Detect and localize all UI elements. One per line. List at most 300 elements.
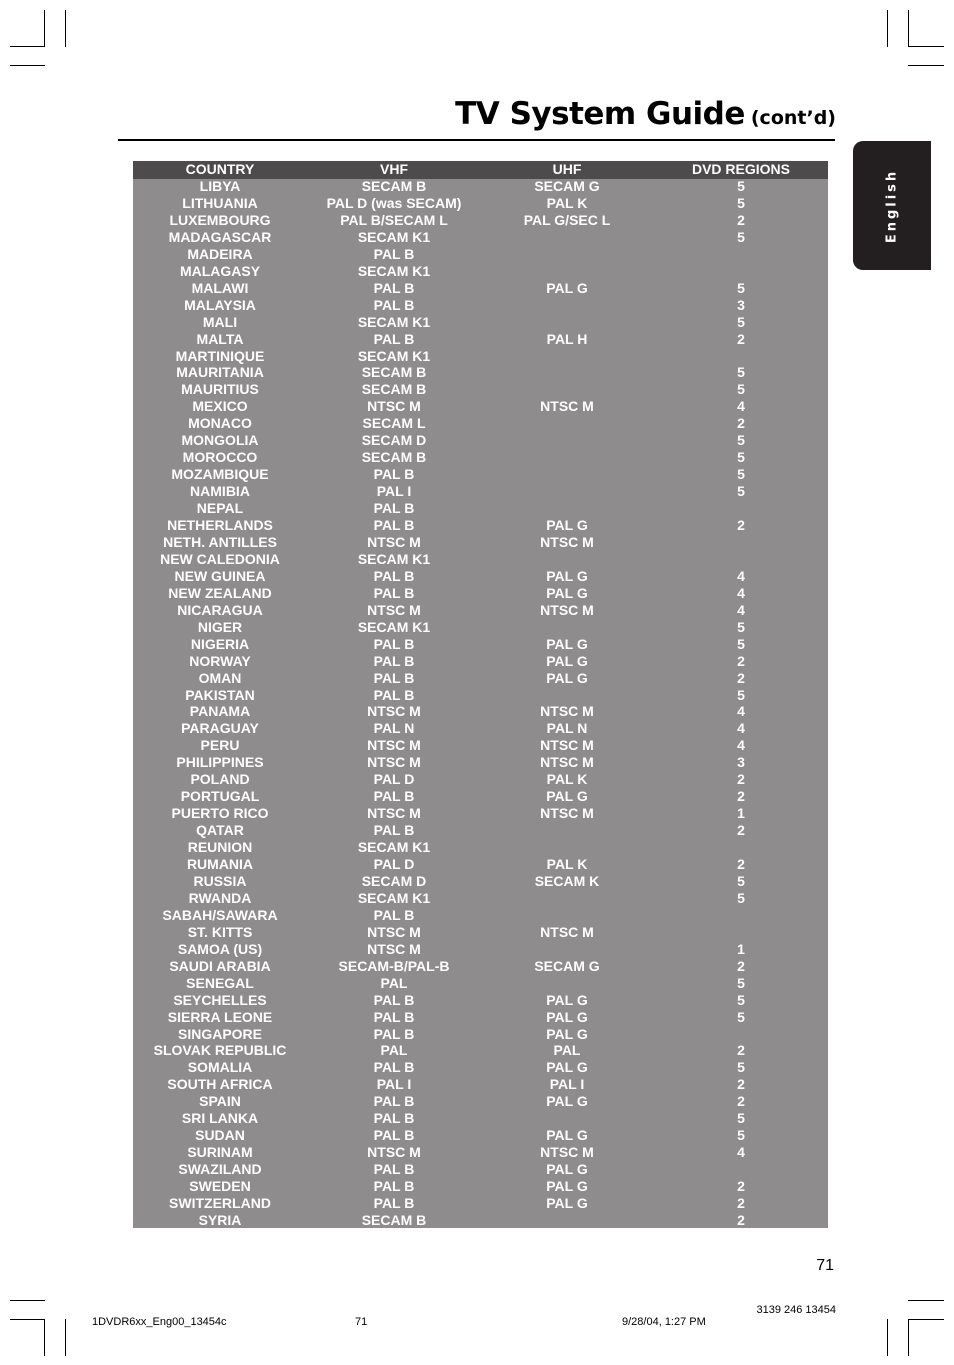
- crop-mark: [65, 10, 66, 47]
- cell-uhf: NTSC M: [540, 923, 594, 940]
- cell-vhf: SECAM B: [361, 1211, 427, 1228]
- cell-country: NETH. ANTILLES: [163, 533, 277, 550]
- cell-country: MONGOLIA: [181, 432, 259, 449]
- cell-country: SPAIN: [199, 1093, 241, 1110]
- header-vhf: VHF: [380, 161, 408, 177]
- crop-mark: [44, 10, 45, 47]
- cell-dvd-region: 5: [737, 889, 745, 906]
- crop-mark: [908, 46, 944, 47]
- table-row: [133, 856, 828, 873]
- cell-dvd-region: 2: [737, 1042, 745, 1059]
- cell-dvd-region: 4: [737, 1144, 745, 1161]
- header-dvd-regions: DVD REGIONS: [691, 161, 790, 177]
- table-row: [133, 636, 828, 653]
- cell-vhf: PAL B: [373, 1178, 415, 1195]
- cell-country: MONACO: [188, 415, 252, 432]
- cell-dvd-region: 1: [737, 805, 745, 822]
- table-row: [133, 331, 828, 348]
- table-row: [133, 670, 828, 687]
- cell-dvd-region: 5: [737, 313, 745, 330]
- cell-vhf: PAL B: [373, 1093, 415, 1110]
- cell-country: MALAGASY: [179, 262, 261, 279]
- cell-country: OMAN: [198, 669, 242, 686]
- cell-country: SWAZILAND: [178, 1161, 262, 1178]
- crop-mark: [908, 10, 909, 47]
- table-row: [133, 924, 828, 941]
- cell-dvd-region: 5: [737, 449, 745, 466]
- table-row: [133, 1076, 828, 1093]
- cell-dvd-region: 5: [737, 991, 745, 1008]
- page-number: 71: [816, 1257, 834, 1274]
- table-row: [133, 229, 828, 246]
- cell-dvd-region: 5: [737, 279, 745, 296]
- cell-country: PANAMA: [189, 703, 251, 720]
- table-row: [133, 348, 828, 365]
- language-tab: [853, 141, 931, 270]
- cell-uhf: PAL G: [546, 1093, 588, 1110]
- cell-vhf: PAL B: [373, 1008, 415, 1025]
- cell-uhf: PAL K: [546, 771, 588, 788]
- cell-uhf: PAL G: [546, 635, 588, 652]
- cell-dvd-region: 3: [737, 296, 745, 313]
- cell-vhf: PAL B: [373, 822, 415, 839]
- table-row: [133, 534, 828, 551]
- crop-mark: [908, 65, 944, 66]
- cell-country: MAURITIUS: [181, 381, 259, 398]
- cell-uhf: PAL G: [546, 584, 588, 601]
- cell-country: MALI: [202, 313, 238, 330]
- cell-country: QATAR: [196, 822, 244, 839]
- cell-vhf: PAL B: [373, 991, 415, 1008]
- table-row: [133, 297, 828, 314]
- cell-vhf: PAL B: [373, 330, 415, 347]
- cell-vhf: SECAM K1: [357, 313, 431, 330]
- cell-vhf: SECAM K1: [357, 347, 431, 364]
- cell-vhf: PAL D (was SECAM): [326, 194, 462, 211]
- table-row: [133, 483, 828, 500]
- cell-country: MADAGASCAR: [168, 228, 272, 245]
- cell-country: SIERRA LEONE: [167, 1008, 273, 1025]
- cell-vhf: PAL B: [373, 584, 415, 601]
- cell-dvd-region: 2: [737, 788, 745, 805]
- cell-dvd-region: 2: [737, 415, 745, 432]
- cell-dvd-region: 5: [737, 618, 745, 635]
- cell-vhf: PAL N: [373, 720, 415, 737]
- cell-vhf: NTSC M: [367, 703, 421, 720]
- table-row: [133, 1059, 828, 1076]
- cell-dvd-region: 5: [737, 872, 745, 889]
- cell-vhf: PAL B: [373, 1161, 415, 1178]
- cell-dvd-region: 2: [737, 1178, 745, 1195]
- table-row: [133, 754, 828, 771]
- cell-vhf: NTSC M: [367, 737, 421, 754]
- cell-country: SABAH/SAWARA: [162, 906, 278, 923]
- cell-dvd-region: 5: [737, 1008, 745, 1025]
- cell-vhf: PAL B: [373, 1127, 415, 1144]
- table-header: [133, 161, 828, 179]
- cell-uhf: PAL G/SEC L: [523, 211, 611, 228]
- cell-country: SINGAPORE: [177, 1025, 262, 1042]
- table-row: [133, 687, 828, 704]
- cell-uhf: PAL G: [546, 991, 588, 1008]
- cell-country: NIGERIA: [190, 635, 250, 652]
- cell-dvd-region: 5: [737, 1110, 745, 1127]
- cell-country: RUMANIA: [186, 856, 254, 872]
- cell-vhf: PAL D: [373, 771, 415, 788]
- cell-vhf: PAL B/SECAM L: [340, 211, 448, 228]
- cell-uhf: PAL G: [546, 1195, 588, 1211]
- page-title-main: TV System Guide: [455, 96, 745, 132]
- table-row: [133, 364, 828, 381]
- cell-uhf: SECAM G: [534, 178, 600, 194]
- cell-vhf: PAL B: [373, 1110, 415, 1127]
- cell-dvd-region: 2: [737, 1093, 745, 1110]
- table-row: [133, 381, 828, 398]
- cell-vhf: PAL B: [373, 669, 415, 686]
- cell-dvd-region: 2: [737, 669, 745, 686]
- crop-mark: [44, 1319, 45, 1356]
- cell-uhf: PAL K: [546, 856, 588, 872]
- cell-vhf: PAL D: [373, 856, 415, 872]
- table-row: [133, 551, 828, 568]
- cell-country: RWANDA: [188, 889, 252, 906]
- cell-dvd-region: 2: [737, 1195, 745, 1211]
- table-row: [133, 703, 828, 720]
- table-row: [133, 246, 828, 263]
- cell-country: MALTA: [196, 330, 244, 347]
- cell-vhf: PAL B: [373, 245, 415, 262]
- cell-country: PERU: [200, 737, 240, 754]
- cell-uhf: NTSC M: [540, 1144, 594, 1161]
- cell-dvd-region: 2: [737, 1211, 745, 1228]
- cell-dvd-region: 4: [737, 737, 745, 754]
- cell-country: SUDAN: [195, 1127, 245, 1144]
- cell-dvd-region: 2: [737, 330, 745, 347]
- table-row: [133, 653, 828, 670]
- cell-vhf: PAL B: [373, 788, 415, 805]
- table-row: [133, 585, 828, 602]
- cell-vhf: NTSC M: [367, 754, 421, 771]
- cell-uhf: PAL G: [546, 1161, 588, 1178]
- cell-dvd-region: 5: [737, 635, 745, 652]
- cell-dvd-region: 2: [737, 822, 745, 839]
- table-row: [133, 958, 828, 975]
- table-row: [133, 568, 828, 585]
- title-rule: [118, 139, 835, 141]
- cell-vhf: SECAM K1: [357, 550, 431, 567]
- cell-country: RUSSIA: [193, 872, 247, 889]
- cell-country: NIGER: [197, 618, 243, 635]
- cell-vhf: NTSC M: [367, 398, 421, 415]
- crop-mark: [908, 1300, 944, 1301]
- cell-dvd-region: 3: [737, 754, 745, 771]
- language-tab-label: English: [884, 168, 900, 243]
- cell-dvd-region: 2: [737, 517, 745, 533]
- cell-dvd-region: 2: [737, 1076, 745, 1093]
- cell-country: NEW CALEDONIA: [160, 550, 280, 567]
- table-row: [133, 314, 828, 331]
- cell-vhf: SECAM B: [361, 449, 427, 466]
- cell-uhf: NTSC M: [540, 601, 594, 618]
- header-uhf: UHF: [552, 161, 582, 177]
- cell-country: SLOVAK REPUBLIC: [153, 1042, 287, 1059]
- cell-country: SWITZERLAND: [169, 1195, 271, 1211]
- cell-dvd-region: 4: [737, 703, 745, 720]
- cell-vhf: NTSC M: [367, 805, 421, 822]
- cell-country: SOUTH AFRICA: [167, 1076, 273, 1093]
- cell-dvd-region: 2: [737, 652, 745, 669]
- cell-vhf: PAL I: [376, 1076, 412, 1093]
- cell-uhf: NTSC M: [540, 805, 594, 822]
- crop-mark: [908, 1319, 944, 1320]
- cell-country: PAKISTAN: [185, 686, 255, 703]
- table-row: [133, 1144, 828, 1161]
- cell-uhf: PAL G: [546, 1008, 588, 1025]
- cell-country: NAMIBIA: [190, 483, 250, 500]
- footer-file-name: 1DVDR6xx_Eng00_13454c: [92, 1316, 227, 1328]
- cell-uhf: PAL G: [546, 567, 588, 584]
- cell-vhf: NTSC M: [367, 601, 421, 618]
- cell-vhf: PAL B: [373, 652, 415, 669]
- table-row: [133, 975, 828, 992]
- cell-vhf: NTSC M: [367, 1144, 421, 1161]
- cell-uhf: PAL H: [546, 330, 588, 347]
- cell-vhf: PAL: [380, 974, 408, 991]
- cell-country: SRI LANKA: [181, 1110, 259, 1127]
- table-row: [133, 873, 828, 890]
- table-row: [133, 449, 828, 466]
- cell-uhf: PAL G: [546, 1025, 588, 1042]
- footer-doc-code: 3139 246 13454: [756, 1304, 836, 1316]
- cell-country: NETHERLANDS: [167, 517, 273, 533]
- table-row: [133, 941, 828, 958]
- cell-dvd-region: 4: [737, 601, 745, 618]
- table-row: [133, 263, 828, 280]
- cell-country: LUXEMBOURG: [169, 211, 271, 228]
- table-row: [133, 398, 828, 415]
- page-title: [455, 96, 836, 132]
- table-row: [133, 602, 828, 619]
- page-title-suffix: (cont’d): [750, 107, 836, 129]
- cell-vhf: PAL B: [373, 466, 415, 483]
- cell-vhf: PAL B: [373, 1059, 415, 1076]
- cell-vhf: SECAM B: [361, 381, 427, 398]
- cell-country: NEW ZEALAND: [168, 584, 272, 601]
- cell-country: MALAYSIA: [184, 296, 256, 313]
- cell-dvd-region: 4: [737, 720, 745, 737]
- cell-dvd-region: 5: [737, 432, 745, 449]
- table-row: [133, 1110, 828, 1127]
- table-row: [133, 1127, 828, 1144]
- cell-country: SEYCHELLES: [173, 991, 267, 1008]
- cell-country: SYRIA: [198, 1211, 242, 1228]
- cell-dvd-region: 5: [737, 974, 745, 991]
- cell-country: PARAGUAY: [181, 720, 259, 737]
- crop-mark: [10, 46, 45, 47]
- cell-uhf: PAL G: [546, 669, 588, 686]
- cell-country: LITHUANIA: [182, 194, 258, 211]
- cell-vhf: PAL B: [373, 296, 415, 313]
- cell-uhf: PAL K: [546, 194, 588, 211]
- cell-country: NICARAGUA: [177, 601, 263, 618]
- cell-vhf: PAL B: [373, 1025, 415, 1042]
- table-row: [133, 1161, 828, 1178]
- cell-country: MARTINIQUE: [175, 347, 265, 364]
- cell-uhf: PAL N: [546, 720, 588, 737]
- cell-vhf: PAL: [380, 1042, 408, 1059]
- cell-uhf: PAL G: [546, 1059, 588, 1076]
- header-country: COUNTRY: [185, 161, 255, 177]
- table-row: [133, 1009, 828, 1026]
- table-row: [133, 1026, 828, 1043]
- cell-country: PHILIPPINES: [176, 754, 264, 771]
- cell-vhf: NTSC M: [367, 923, 421, 940]
- cell-uhf: PAL G: [546, 788, 588, 805]
- cell-country: SOMALIA: [187, 1059, 253, 1076]
- cell-uhf: PAL I: [549, 1076, 585, 1093]
- cell-country: NORWAY: [189, 652, 251, 669]
- cell-vhf: PAL B: [373, 279, 415, 296]
- table-row: [133, 822, 828, 839]
- cell-vhf: PAL I: [376, 483, 412, 500]
- cell-dvd-region: 5: [737, 1059, 745, 1076]
- cell-dvd-region: 5: [737, 483, 745, 500]
- table-row: [133, 195, 828, 212]
- table-row: [133, 890, 828, 907]
- crop-mark: [10, 1319, 45, 1320]
- cell-vhf: SECAM D: [361, 872, 427, 889]
- table-row: [133, 619, 828, 636]
- cell-dvd-region: 5: [737, 228, 745, 245]
- cell-vhf: PAL B: [373, 500, 415, 517]
- cell-dvd-region: 1: [737, 940, 745, 957]
- table-row: [133, 432, 828, 449]
- cell-uhf: PAL G: [546, 1127, 588, 1144]
- cell-vhf: SECAM K1: [357, 262, 431, 279]
- cell-dvd-region: 5: [737, 686, 745, 703]
- cell-vhf: PAL B: [373, 567, 415, 584]
- footer-page: 71: [355, 1316, 368, 1328]
- cell-dvd-region: 5: [737, 178, 745, 194]
- cell-vhf: SECAM B: [361, 364, 427, 381]
- cell-uhf: SECAM G: [534, 957, 600, 974]
- cell-country: SAMOA (US): [177, 940, 263, 957]
- table-row: [133, 839, 828, 856]
- cell-vhf: SECAM K1: [357, 618, 431, 635]
- table-row: [133, 1042, 828, 1059]
- cell-country: MAURITANIA: [176, 364, 264, 381]
- cell-uhf: PAL G: [546, 1178, 588, 1195]
- crop-mark: [887, 1319, 888, 1356]
- cell-vhf: SECAM K1: [357, 889, 431, 906]
- table-row: [133, 1178, 828, 1195]
- cell-country: SURINAM: [187, 1144, 253, 1161]
- table-row: [133, 466, 828, 483]
- cell-uhf: PAL: [553, 1042, 581, 1059]
- cell-dvd-region: 5: [737, 194, 745, 211]
- cell-vhf: PAL B: [373, 686, 415, 703]
- table-row: [133, 907, 828, 924]
- table-row: [133, 720, 828, 737]
- cell-dvd-region: 4: [737, 398, 745, 415]
- table-row: [133, 737, 828, 754]
- cell-dvd-region: 2: [737, 771, 745, 788]
- cell-country: MADEIRA: [187, 245, 253, 262]
- crop-mark: [10, 65, 45, 66]
- cell-uhf: NTSC M: [540, 533, 594, 550]
- table-row: [133, 178, 828, 195]
- cell-dvd-region: 4: [737, 584, 745, 601]
- cell-vhf: NTSC M: [367, 533, 421, 550]
- crop-mark: [887, 10, 888, 47]
- cell-country: REUNION: [187, 839, 253, 856]
- table-row: [133, 992, 828, 1009]
- table-row: [133, 805, 828, 822]
- cell-country: NEPAL: [196, 500, 244, 517]
- cell-dvd-region: 5: [737, 381, 745, 398]
- cell-uhf: NTSC M: [540, 737, 594, 754]
- cell-vhf: SECAM K1: [357, 839, 431, 856]
- table-row: [133, 1195, 828, 1212]
- crop-mark: [10, 1300, 45, 1301]
- cell-country: ST. KITTS: [187, 923, 253, 940]
- cell-country: MEXICO: [192, 398, 248, 415]
- cell-country: SENEGAL: [186, 974, 254, 991]
- cell-dvd-region: 2: [737, 211, 745, 228]
- cell-country: SAUDI ARABIA: [169, 957, 271, 974]
- cell-country: PUERTO RICO: [171, 805, 269, 822]
- cell-vhf: SECAM L: [362, 415, 426, 432]
- cell-vhf: SECAM B: [361, 178, 427, 194]
- cell-country: LIBYA: [199, 178, 241, 194]
- cell-dvd-region: 4: [737, 567, 745, 584]
- table-row: [133, 1212, 828, 1229]
- cell-uhf: NTSC M: [540, 703, 594, 720]
- cell-vhf: PAL B: [373, 635, 415, 652]
- table-row: [133, 517, 828, 534]
- cell-country: SWEDEN: [189, 1178, 251, 1195]
- crop-mark: [908, 1319, 909, 1356]
- table-row: [133, 1093, 828, 1110]
- table-row: [133, 771, 828, 788]
- cell-uhf: NTSC M: [540, 398, 594, 415]
- tv-system-table: [133, 161, 828, 1228]
- footer-timestamp: 9/28/04, 1:27 PM: [622, 1316, 706, 1328]
- cell-country: PORTUGAL: [180, 788, 260, 805]
- cell-vhf: NTSC M: [367, 940, 421, 957]
- cell-uhf: PAL G: [546, 279, 588, 296]
- cell-uhf: PAL G: [546, 652, 588, 669]
- cell-country: NEW GUINEA: [174, 567, 266, 584]
- cell-dvd-region: 2: [737, 957, 745, 974]
- table-row: [133, 500, 828, 517]
- cell-country: MOZAMBIQUE: [171, 466, 269, 483]
- cell-vhf: SECAM D: [361, 432, 427, 449]
- cell-dvd-region: 5: [737, 466, 745, 483]
- cell-dvd-region: 5: [737, 1127, 745, 1144]
- cell-dvd-region: 2: [737, 856, 745, 872]
- crop-mark: [65, 1319, 66, 1356]
- cell-vhf: PAL B: [373, 906, 415, 923]
- cell-vhf: PAL B: [373, 517, 415, 533]
- table-row: [133, 280, 828, 297]
- cell-uhf: SECAM K: [534, 872, 600, 889]
- cell-dvd-region: 5: [737, 364, 745, 381]
- cell-country: POLAND: [190, 771, 250, 788]
- cell-uhf: PAL G: [546, 517, 588, 533]
- cell-vhf: SECAM K1: [357, 228, 431, 245]
- cell-country: MALAWI: [191, 279, 249, 296]
